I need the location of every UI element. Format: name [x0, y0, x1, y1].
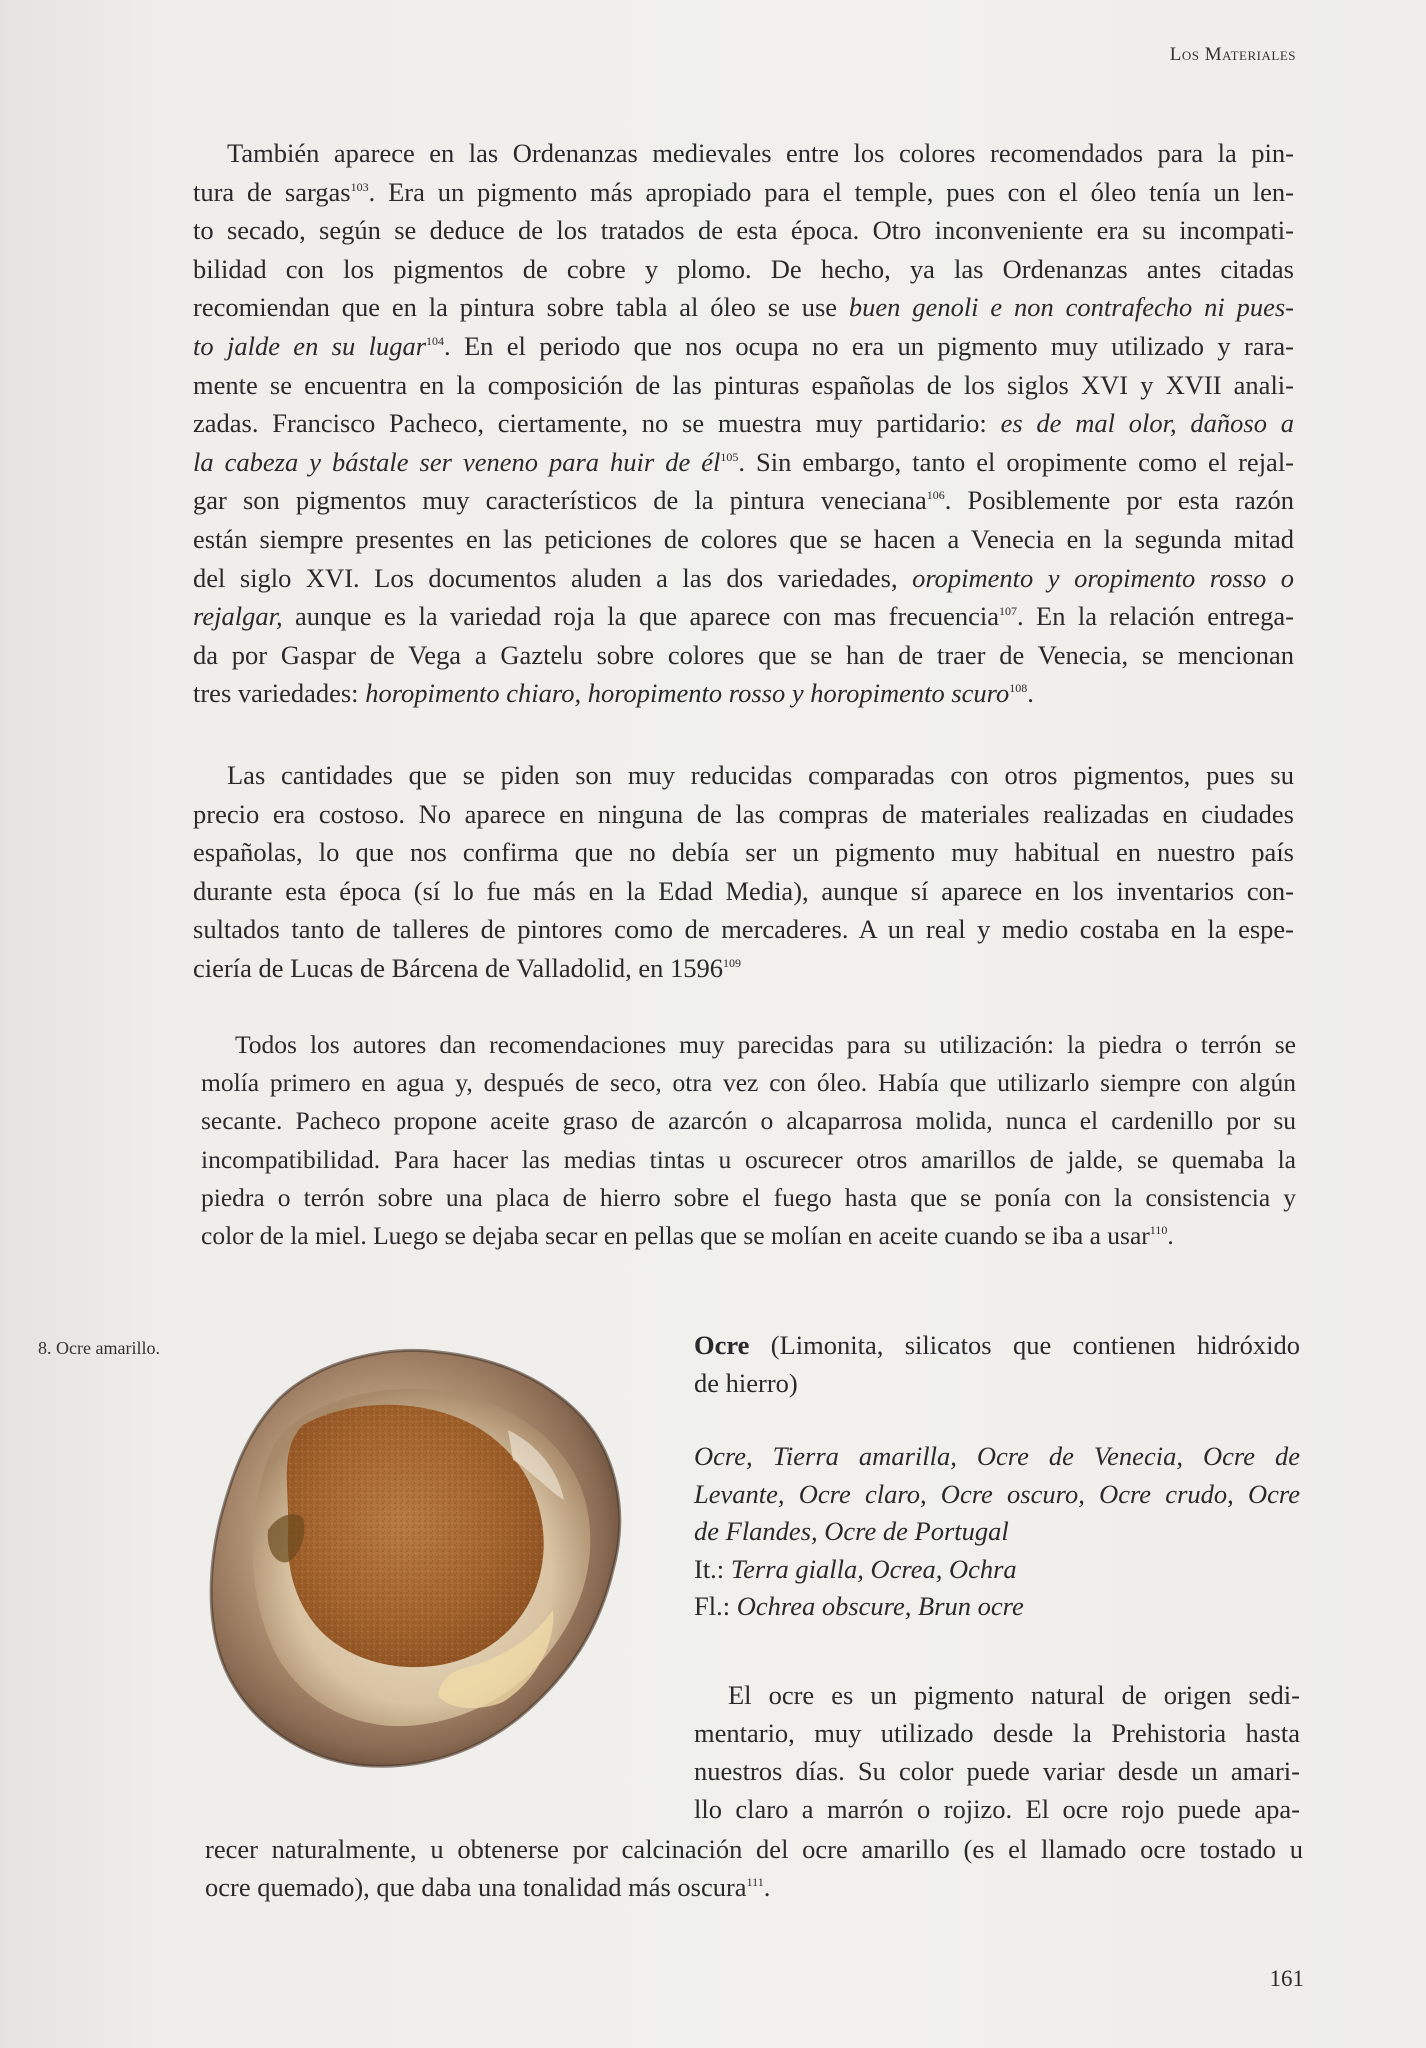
text-line: precio era costoso. No aparece en ninguna de las compras de materiales realizadas en ciudades	[193, 798, 1294, 829]
page-number: 161	[1269, 1966, 1304, 1991]
text-line: tura de sargas$^{103}$. Era un pigmento más apropiado para el temple, pues con el óleo tenía un len-	[193, 176, 1294, 207]
text-line: durante esta época (sí lo fue más en la Edad Media), aunque sí aparece en los inventarios con-	[193, 875, 1294, 906]
text-line: to secado, según se deduce de los tratados de esta época. Otro inconveniente era su incompati-	[193, 215, 1294, 246]
text-line: molía primero en agua y, después de seco, otra vez con óleo. Había que utilizarlo siempre con algún	[201, 1068, 1296, 1098]
text-line: El ocre es un pigmento natural de origen sedi-	[728, 1680, 1300, 1710]
footnote-ref: 107	[998, 604, 1017, 619]
paragraph-1	[193, 134, 1294, 713]
text-line: ciería de Lucas de Bárcena de Valladolid, en 1596$^{109}$	[193, 952, 742, 983]
footnote-ref: 104	[426, 333, 445, 348]
synonym-line: de Flandes, Ocre de Portugal	[694, 1516, 1009, 1546]
text-line: nuestros días. Su color puede variar desde un amari-	[694, 1756, 1300, 1786]
text-line: gar son pigmentos muy característicos de la pintura veneciana$^{106}$. Posiblemente por esta razón	[193, 485, 1294, 516]
text-line: españolas, lo que nos confirma que no debía ser un pigmento muy habitual en nuestro país	[193, 837, 1294, 868]
text-line: llo claro a marrón o rojizo. El ocre rojo puede apa-	[694, 1794, 1300, 1824]
italian-names: It.: Terra gialla, Ocrea, Ochra	[694, 1553, 1017, 1584]
text-line: secante. Pacheco propone aceite graso de azarcón o alcaparrosa molida, nunca el cardenillo por su	[201, 1106, 1296, 1136]
text-line: ocre quemado), que daba una tonalidad más oscura$^{111}$.	[205, 1872, 771, 1902]
text-line: la cabeza y bástale ser veneno para huir de $él^{105}$. Sin embargo, tanto el oropimente como el rejal-	[193, 446, 1295, 477]
figure-caption: 8. Ocre amarillo.	[38, 1338, 160, 1358]
footnote-ref: 108	[1009, 681, 1028, 696]
text-line: rejalgar, aunque es la variedad roja la que aparece con mas frecuencia$^{107}$. En la relación entrega-	[193, 601, 1294, 632]
footnote-ref: 110	[1149, 1223, 1168, 1238]
entry-term: Ocre	[694, 1330, 750, 1360]
text-line: Las cantidades que se piden son muy reducidas comparadas con otros pigmentos, pues su	[227, 760, 1294, 790]
text-line: del siglo XVI. Los documentos aluden a las dos variedades, oropimento y oropimento rosso o	[193, 562, 1294, 593]
text-line: da por Gaspar de Vega a Gaztelu sobre colores que se han de traer de Venecia, se mencionan	[193, 639, 1294, 670]
synonyms	[694, 1438, 1300, 1626]
footnote-ref: 106	[926, 488, 945, 503]
paragraph-3	[201, 1026, 1296, 1255]
entry-heading: Ocre (Limonita, silicatos que contienen hidróxido	[694, 1330, 1300, 1360]
footnote-ref: 109	[723, 955, 742, 970]
ochre-entry	[694, 1327, 1300, 1626]
text-line: tres variedades: horopimento chiaro, horopimento rosso y horopimento scuro$^{108}$.	[193, 678, 1034, 709]
text-line: to jalde en su lugar$^{104}$. En el periodo que nos ocupa no era un pigmento muy utilizado y rara-	[193, 330, 1294, 361]
synonym-line: Levante, Ocre claro, Ocre oscuro, Ocre crudo, Ocre	[694, 1478, 1300, 1509]
running-head: Los Materiales	[1169, 44, 1296, 65]
text-line: sultados tanto de talleres de pintores como de mercaderes. A un real y medio costaba en la espe-	[193, 914, 1294, 945]
text-line: recomiendan que en la pintura sobre tabla al óleo se use buen genoli e non contrafecho ni pues-	[193, 292, 1294, 323]
footnote-ref: 105	[720, 449, 739, 464]
text-line: También aparece en las Ordenanzas medievales entre los colores recomendados para la pin-	[227, 138, 1294, 168]
text-line: mente se encuentra en la composición de las pinturas españolas de los siglos XVI y XVII anali-	[193, 369, 1294, 400]
text-line: incompatibilidad. Para hacer las medias tintas u oscurecer otros amarillos de jalde, se quemaba la	[201, 1144, 1296, 1174]
text-line: piedra o terrón sobre una placa de hierro sobre el fuego hasta que se ponía con la consistencia y	[201, 1182, 1296, 1212]
ochre-description-narrow	[694, 1676, 1300, 1828]
text-line: recer naturalmente, u obtenerse por calcinación del ocre amarillo (es el llamado ocre tostado u	[205, 1834, 1303, 1864]
flemish-names: Fl.: Ochrea obscure, Brun ocre	[694, 1591, 1024, 1621]
paragraph-2	[193, 756, 1294, 988]
ochre-shell-image	[208, 1340, 628, 1775]
text-line: bilidad con los pigmentos de cobre y plomo. De hecho, ya las Ordenanzas antes citadas	[193, 253, 1294, 284]
ochre-description-full	[205, 1830, 1303, 1906]
synonym-line: Ocre, Tierra amarilla, Ocre de Venecia, Ocre de	[694, 1441, 1300, 1471]
text-line: color de la miel. Luego se dejaba secar en pellas que se molían en aceite cuando se iba a usar$^{110}$.	[201, 1221, 1174, 1251]
text-line: Todos los autores dan recomendaciones muy parecidas para su utilización: la piedra o terrón se	[235, 1030, 1296, 1059]
text-line: están siempre presentes en las peticiones de colores que se hacen a Venecia en la segunda mitad	[193, 523, 1294, 554]
footnote-ref: 103	[350, 179, 369, 194]
footnote-ref: 111	[746, 1875, 764, 1889]
entry-heading-cont: de hierro)	[694, 1367, 798, 1398]
text-line: mentario, muy utilizado desde la Prehistoria hasta	[694, 1718, 1300, 1748]
text-line: zadas. Francisco Pacheco, ciertamente, no se muestra muy partidario: es de mal olor, dañoso a	[193, 408, 1294, 439]
